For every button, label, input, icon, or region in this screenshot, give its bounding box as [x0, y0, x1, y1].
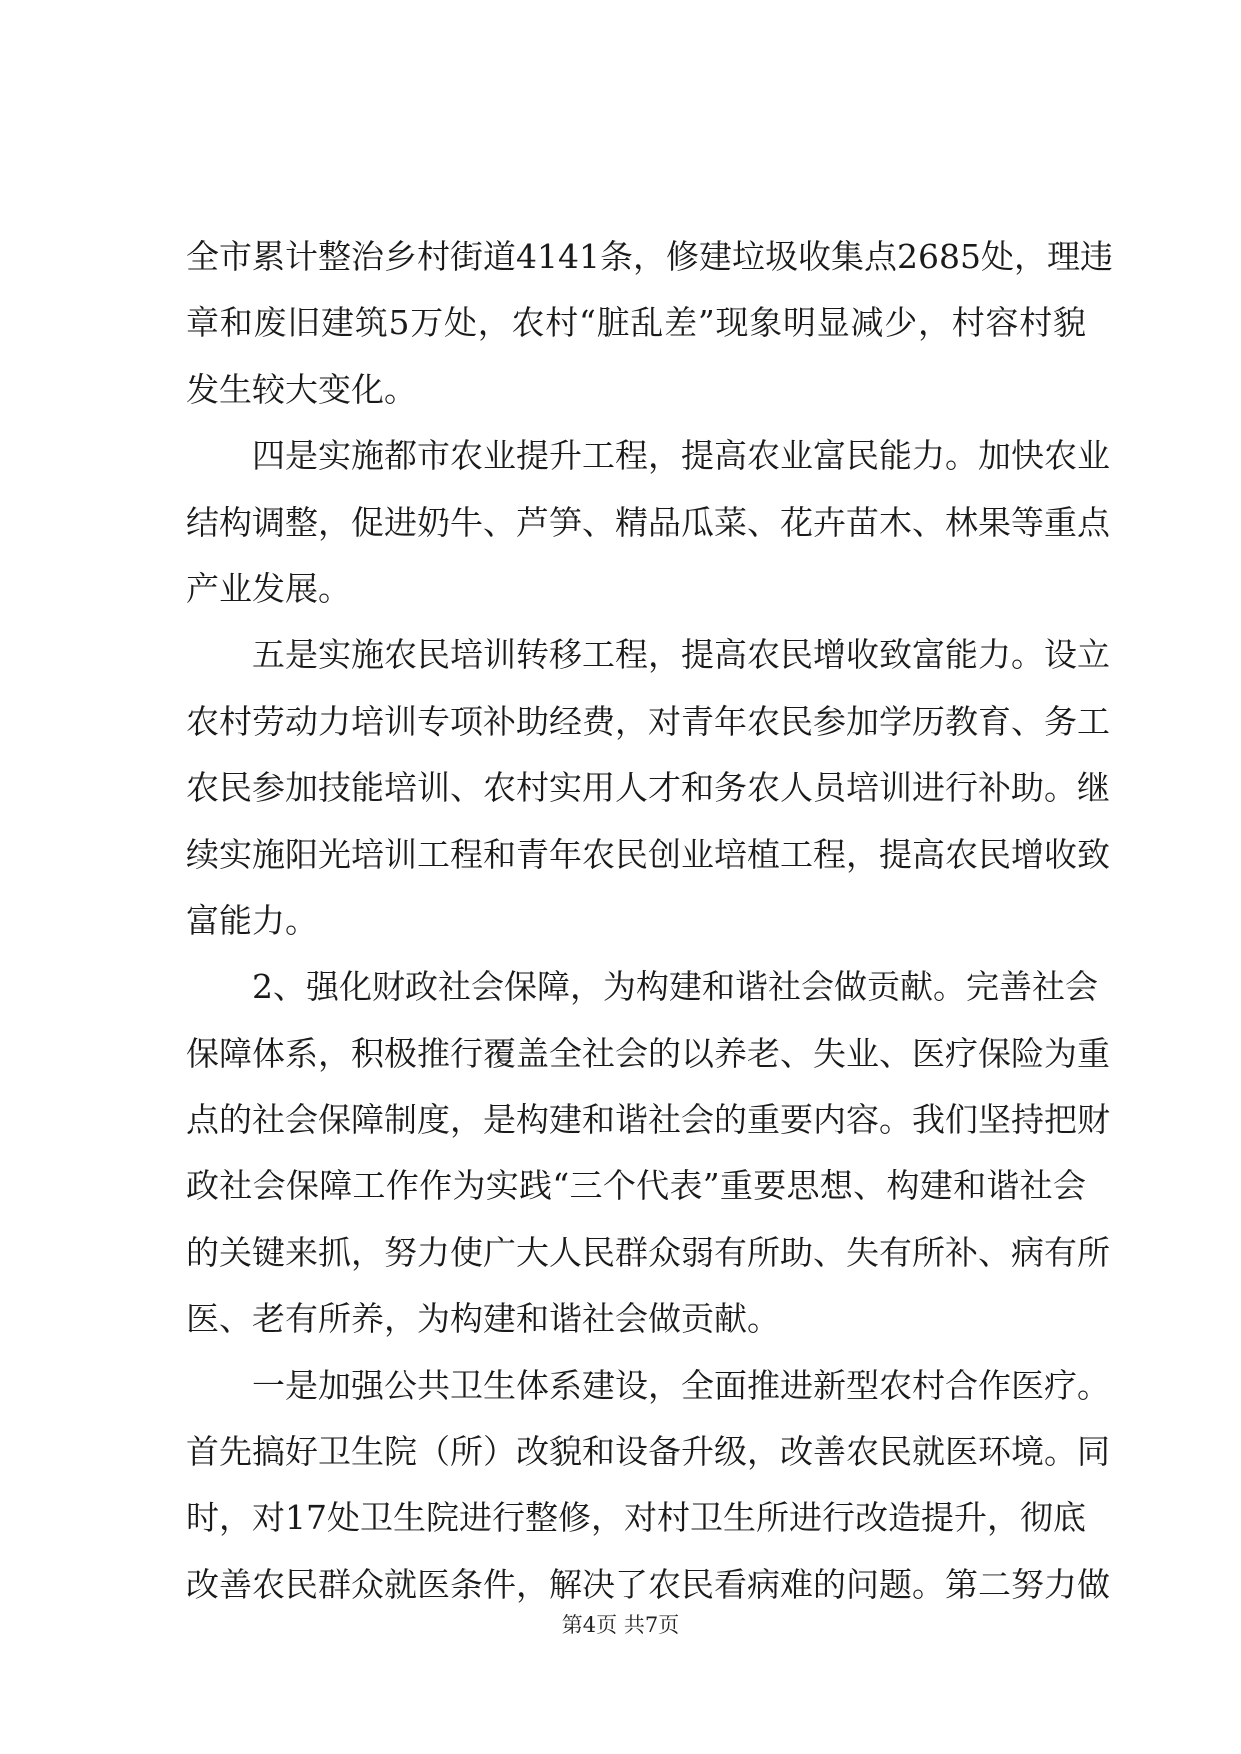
text-line: 续实施阳光培训工程和青年农民创业培植工程，提高农民增收致 [186, 834, 1110, 874]
text-line: 改善农民群众就医条件，解决了农民看病难的问题。第二努力做 [186, 1564, 1110, 1604]
text-line: 农村劳动力培训专项补助经费，对青年农民参加学历教育、务工 [186, 701, 1110, 741]
text-line: 富能力。 [186, 900, 318, 940]
text-line: 章和废旧建筑5万处，农村“脏乱差”现象明显减少，村容村貌 [186, 303, 1086, 343]
text-line: 结构调整，促进奶牛、芦笋、精品瓜菜、花卉苗木、林果等重点 [186, 502, 1110, 542]
text-line: 点的社会保障制度，是构建和谐社会的重要内容。我们坚持把财 [186, 1100, 1110, 1140]
text-line: 2、强化财政社会保障，为构建和谐社会做贡献。完善社会 [186, 967, 1098, 1007]
text-line: 发生较大变化。 [186, 369, 417, 409]
text-line: 五是实施农民培训转移工程，提高农民增收致富能力。设立 [186, 635, 1110, 675]
text-line: 保障体系，积极推行覆盖全社会的以养老、失业、医疗保险为重 [186, 1033, 1110, 1073]
text-line: 全市累计整治乡村街道4141条，修建垃圾收集点2685处，理违 [186, 237, 1113, 276]
text-line: 一是加强公共卫生体系建设，全面推进新型农村合作医疗。 [186, 1365, 1110, 1405]
text-line: 的关键来抓，努力使广大人民群众弱有所助、失有所补、病有所 [186, 1232, 1110, 1272]
body-text [186, 224, 1113, 1618]
text-line: 时，对17处卫生院进行整修，对村卫生所进行改造提升，彻底 [186, 1498, 1086, 1538]
text-line: 产业发展。 [186, 568, 351, 608]
page-footer: 第4页 共7页 [561, 1613, 680, 1637]
text-line: 四是实施都市农业提升工程，提高农业富民能力。加快农业 [186, 436, 1110, 476]
text-line: 政社会保障工作作为实践“三个代表”重要思想、构建和谐社会 [186, 1166, 1086, 1206]
text-line: 医、老有所养，为构建和谐社会做贡献。 [186, 1299, 780, 1339]
text-line: 农民参加技能培训、农村实用人才和务农人员培训进行补助。继 [186, 768, 1110, 808]
text-line: 首先搞好卫生院（所）改貌和设备升级，改善农民就医环境。同 [186, 1432, 1110, 1472]
